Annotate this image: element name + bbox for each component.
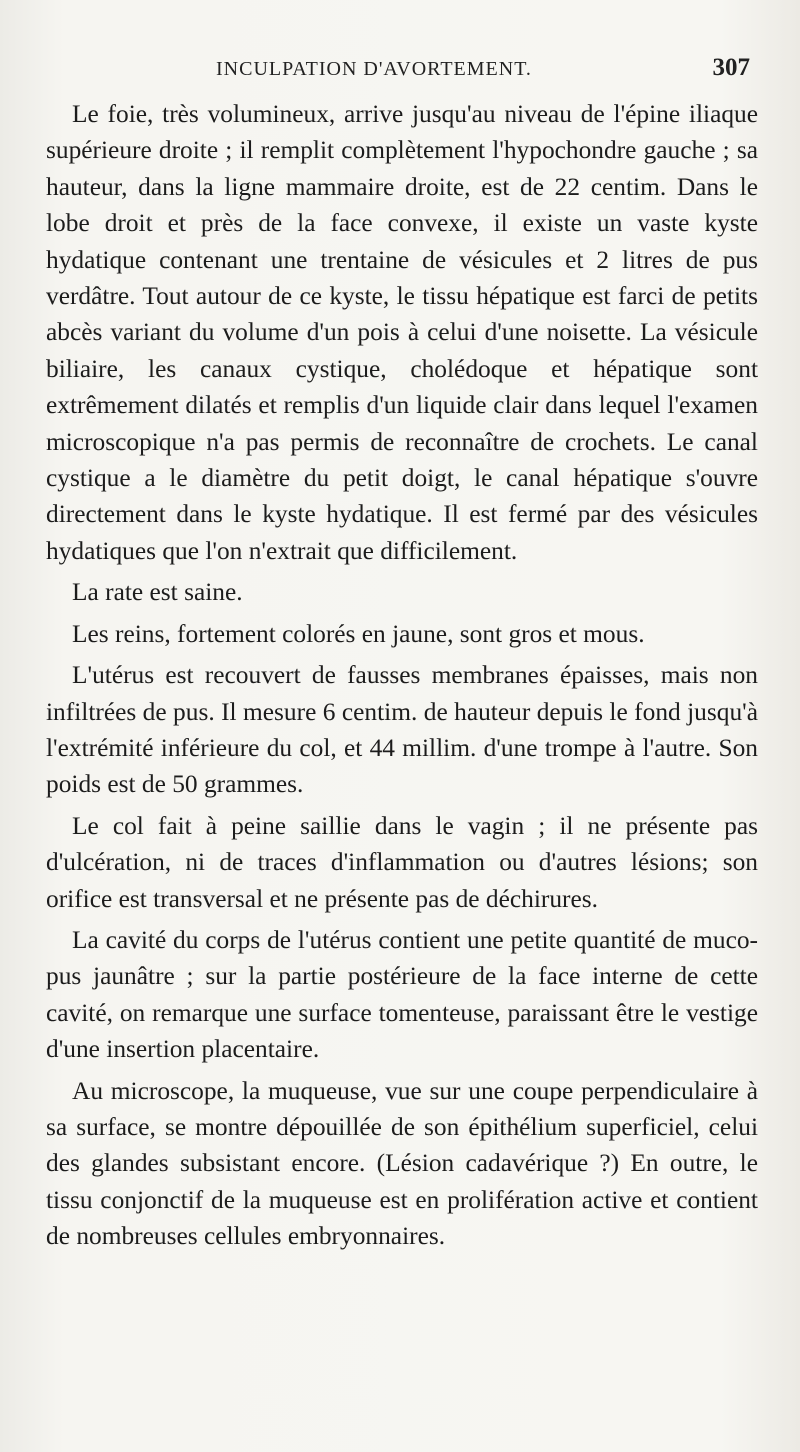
paragraph-kidneys: Les reins, fortement colorés en jaune, sont gros et mous. xyxy=(72,619,645,648)
running-title: INCULPATION D'AVORTEMENT. xyxy=(216,58,532,80)
paragraph-liver: Le foie, très volumineux, arrive jusqu'au niveau de l'épine iliaque supérieure droite ; il remplit complètement l'hypochondre gauche ; sa hauteur, dans la ligne mammaire droite, est de 22 centim. Dans le lobe droit et près de la face convexe, il existe un vaste kyste hydatique contenant une trentaine de vésicules et 2 litres de pus verdâtre. Tout autour de ce kyste, le tissu hépatique est farci de petits abcès variant du volume d'un pois à celui d'une noisette. La vésicule biliaire, les canaux cystique, cholédoque et hépatique sont extrêmement dilatés et remplis d'un liquide clair dans lequel l'examen microscopique n'a pas permis de reconnaître de crochets. Le canal cystique a le diamètre du petit doigt, le canal hépatique s'ouvre directement dans le kyste hydatique. Il est fermé par des vésicules hydatiques que l'on n'extrait que difficilement. xyxy=(46,100,758,565)
page-header xyxy=(46,52,758,88)
paragraph-cervix: Le col fait à peine saillie dans le vagin ; il ne présente pas d'ulcération, ni de traces d'inflammation ou d'autres lésions; son orifice est transversal et ne présente pas de déchirures. xyxy=(46,811,758,913)
page-number: 307 xyxy=(712,54,750,81)
paragraph-uterine-cavity: La cavité du corps de l'utérus contient une petite quantité de muco-pus jaunâtre ; sur la partie postérieure de la face interne de cette cavité, on remarque une surface tomenteuse, paraissant être le vestige d'une insertion placentaire. xyxy=(46,925,758,1064)
paragraph-uterus: L'utérus est recouvert de fausses membranes épaisses, mais non infiltrées de pus. Il mesure 6 centim. de hauteur depuis le fond jusqu'à l'extrémité inférieure du col, et 44 millim. d'une trompe à l'autre. Son poids est de 50 grammes. xyxy=(46,661,758,799)
paragraph-microscope: Au microscope, la muqueuse, vue sur une coupe perpendiculaire à sa surface, se montre dépouillée de son épithélium superficiel, celui des glandes subsistant encore. (Lésion cadavérique ?) En outre, le tissu conjonctif de la muqueuse est en prolifération active et contient de nombreuses cellules embryonnaires. xyxy=(46,1076,758,1251)
body-text xyxy=(46,96,758,1255)
paragraph-spleen: La rate est saine. xyxy=(72,578,243,607)
